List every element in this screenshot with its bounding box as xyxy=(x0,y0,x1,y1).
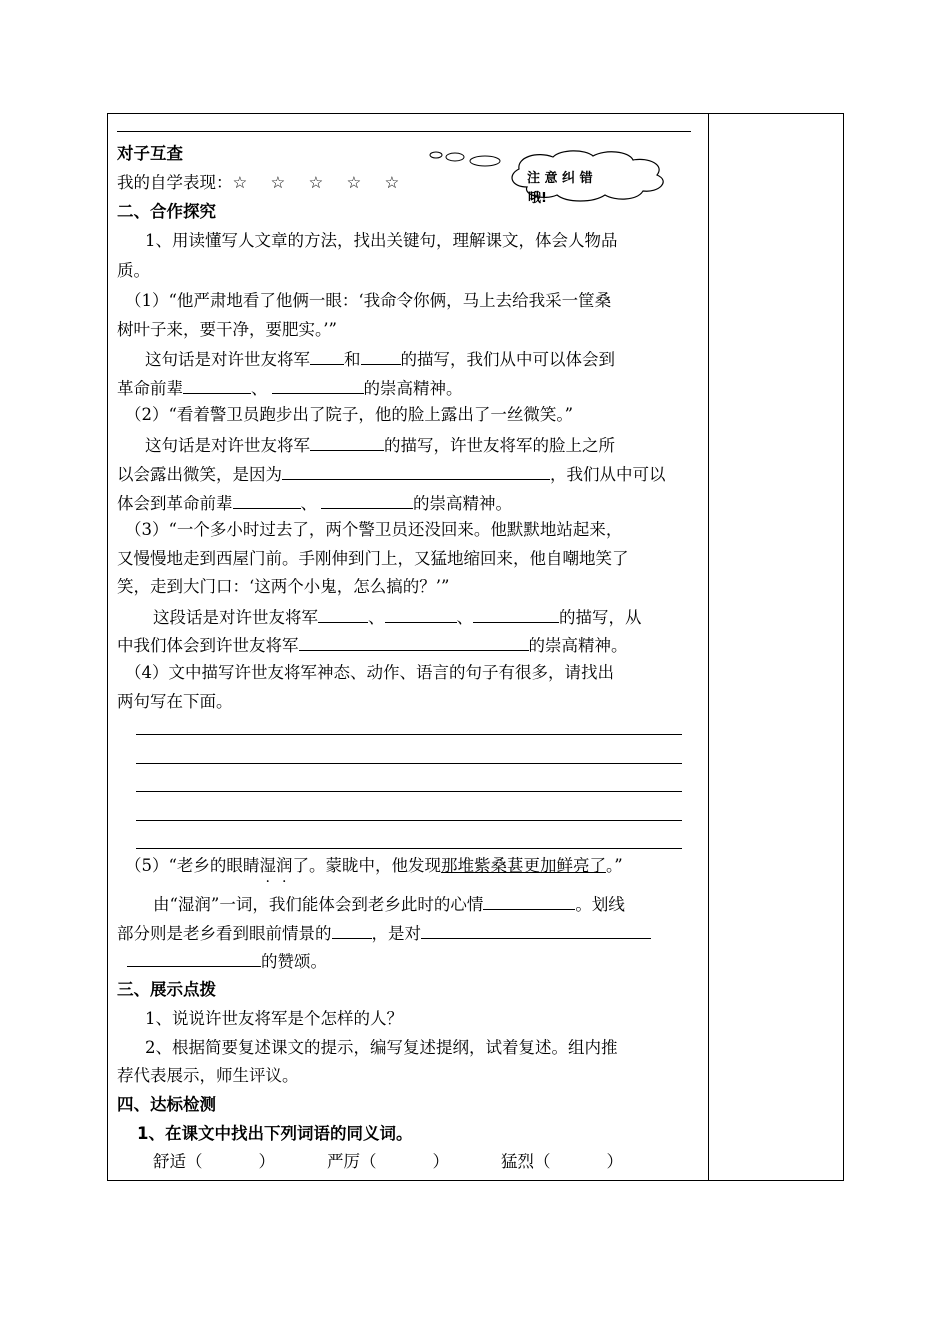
section2-heading: 二、合作探究 xyxy=(117,202,216,221)
text: 的崇高精神。 xyxy=(528,636,628,655)
star-rating xyxy=(233,173,423,192)
q4-prompt: （4）文中描写许世友将军神态、动作、语言的句子有很多，请找出 xyxy=(125,663,614,682)
text: 革命前辈 xyxy=(117,379,183,398)
answer-blank[interactable] xyxy=(321,492,413,509)
q3-prompt-cont xyxy=(117,634,628,656)
text: ，我们从中可以 xyxy=(550,465,666,484)
text: 的赞颂。 xyxy=(261,952,327,971)
answer-blank[interactable] xyxy=(361,348,401,365)
bracket: ） xyxy=(432,1152,449,1171)
text: 、 xyxy=(368,608,385,627)
q5-prompt-cont xyxy=(117,922,651,944)
answer-line[interactable] xyxy=(136,820,682,821)
text: 。” xyxy=(605,856,623,875)
section3-heading: 三、展示点拨 xyxy=(117,980,216,999)
text: 由“湿润”一词，我们能体会到老乡此时的心情 xyxy=(153,895,484,914)
q3-quote-cont: 又慢慢地走到西屋门前。手刚伸到门上，又猛地缩回来，他自嘲地笑了 xyxy=(117,549,629,568)
answer-line[interactable] xyxy=(136,791,682,792)
answer-blank[interactable] xyxy=(299,634,529,651)
q2-quote: （2）“看着警卫员跑步出了院子，他的脸上露出了一丝微笑。” xyxy=(125,405,574,424)
answer-blank[interactable] xyxy=(272,377,364,394)
q1-prompt xyxy=(145,348,615,370)
top-rule xyxy=(117,131,691,132)
main-cell xyxy=(117,114,702,1180)
callout-text-1: 注 意 纠 错 xyxy=(527,171,593,186)
text: 中我们体会到许世友将军 xyxy=(117,636,299,655)
answer-blank[interactable] xyxy=(183,377,251,394)
q5-quote xyxy=(125,856,623,876)
self-performance-row xyxy=(117,173,423,193)
word-label: 严厉（ xyxy=(327,1152,377,1171)
performance-label: 我的自学表现： xyxy=(117,173,233,192)
answer-blank[interactable] xyxy=(483,893,575,910)
text: 这句话是对许世友将军 xyxy=(145,436,310,455)
answer-blank[interactable] xyxy=(233,492,301,509)
section3-item2: 2、根据简要复述课文的提示，编写复述提纲，试着复述。组内推 xyxy=(145,1038,618,1057)
text: 、 xyxy=(251,379,268,398)
answer-blank[interactable] xyxy=(318,606,368,623)
answer-blank[interactable] xyxy=(282,463,550,480)
text: 部分则是老乡看到眼前情景的 xyxy=(117,924,332,943)
text: 。划线 xyxy=(575,895,625,914)
q2-prompt-cont xyxy=(117,463,666,485)
task1-text-cont: 质。 xyxy=(117,261,150,280)
text: 以会露出微笑，是因为 xyxy=(117,465,282,484)
section3-item1: 1、说说许世友将军是个怎样的人？ xyxy=(145,1009,403,1028)
text: ，是对 xyxy=(371,924,421,943)
q5-prompt xyxy=(153,893,625,915)
answer-line[interactable] xyxy=(136,734,682,735)
notes-cell xyxy=(709,114,843,1180)
text: 这段话是对许世友将军 xyxy=(153,608,318,627)
self-check-heading: 对子互查 xyxy=(117,144,183,163)
callout-text-2: 哦! xyxy=(528,191,547,206)
answer-blank[interactable] xyxy=(127,950,261,967)
section3-item2-cont: 荐代表展示，师生评议。 xyxy=(117,1066,299,1085)
q2-prompt-cont2 xyxy=(117,492,512,514)
bracket: ） xyxy=(606,1152,623,1171)
star-icon: ☆ xyxy=(270,173,286,192)
star-icon: ☆ xyxy=(384,173,400,192)
section4-heading: 四、达标检测 xyxy=(117,1095,216,1114)
answer-blank[interactable] xyxy=(473,606,559,623)
text: 的描写，许世友将军的脸上之所 xyxy=(384,436,615,455)
word-label: 猛烈（ xyxy=(501,1152,551,1171)
answer-blank[interactable] xyxy=(310,348,344,365)
answer-line[interactable] xyxy=(136,848,682,849)
q2-prompt xyxy=(145,434,615,456)
text: 、 xyxy=(456,608,473,627)
text: 和 xyxy=(344,350,361,369)
word-label: 舒适（ xyxy=(153,1152,203,1171)
answer-blank[interactable] xyxy=(310,434,384,451)
star-icon: ☆ xyxy=(308,173,324,192)
text: （5）“老乡的眼睛 xyxy=(125,856,260,875)
q5-prompt-cont2 xyxy=(127,950,327,972)
emphasis-char: 湿 xyxy=(259,856,276,875)
bracket: ） xyxy=(258,1152,275,1171)
underlined-phrase: 那堆紫桑葚更加鲜亮了 xyxy=(440,856,606,875)
star-icon: ☆ xyxy=(232,173,248,192)
text: 了。蒙眬中，他发现 xyxy=(292,856,441,875)
q1-quote-cont: 树叶子来，要干净，要肥实。’” xyxy=(117,320,337,339)
text: 的崇高精神。 xyxy=(363,379,463,398)
text: 、 xyxy=(300,494,317,513)
q4-prompt-cont: 两句写在下面。 xyxy=(117,692,233,711)
q3-quote: （3）“一个多小时过去了，两个警卫员还没回来。他默默地站起来， xyxy=(125,520,623,539)
text: 这句话是对许世友将军 xyxy=(145,350,310,369)
q3-quote-cont2: 笑，走到大门口：‘这两个小鬼，怎么搞的？’” xyxy=(117,577,450,596)
q3-prompt xyxy=(153,606,642,628)
section4-task1: 1、在课文中找出下列词语的同义词。 xyxy=(137,1124,413,1143)
emphasis-char: 润 xyxy=(275,856,293,875)
text: 的描写，从 xyxy=(559,608,642,627)
star-icon: ☆ xyxy=(346,173,362,192)
answer-line[interactable] xyxy=(136,763,682,764)
answer-blank[interactable] xyxy=(332,922,372,939)
answer-blank[interactable] xyxy=(421,922,651,939)
text: 的崇高精神。 xyxy=(413,494,512,513)
synonym-row xyxy=(153,1152,623,1172)
q1-quote: （1）“他严肃地看了他俩一眼：‘我命令你俩，马上去给我采一筐桑 xyxy=(125,291,612,310)
text: 的描写，我们从中可以体会到 xyxy=(400,350,615,369)
q1-prompt-cont xyxy=(117,377,463,399)
task1-text: 1、用读懂写人文章的方法，找出关键句，理解课文，体会人物品 xyxy=(145,231,618,250)
text: 体会到革命前辈 xyxy=(117,494,233,513)
worksheet-table xyxy=(107,113,844,1181)
answer-blank[interactable] xyxy=(385,606,457,623)
